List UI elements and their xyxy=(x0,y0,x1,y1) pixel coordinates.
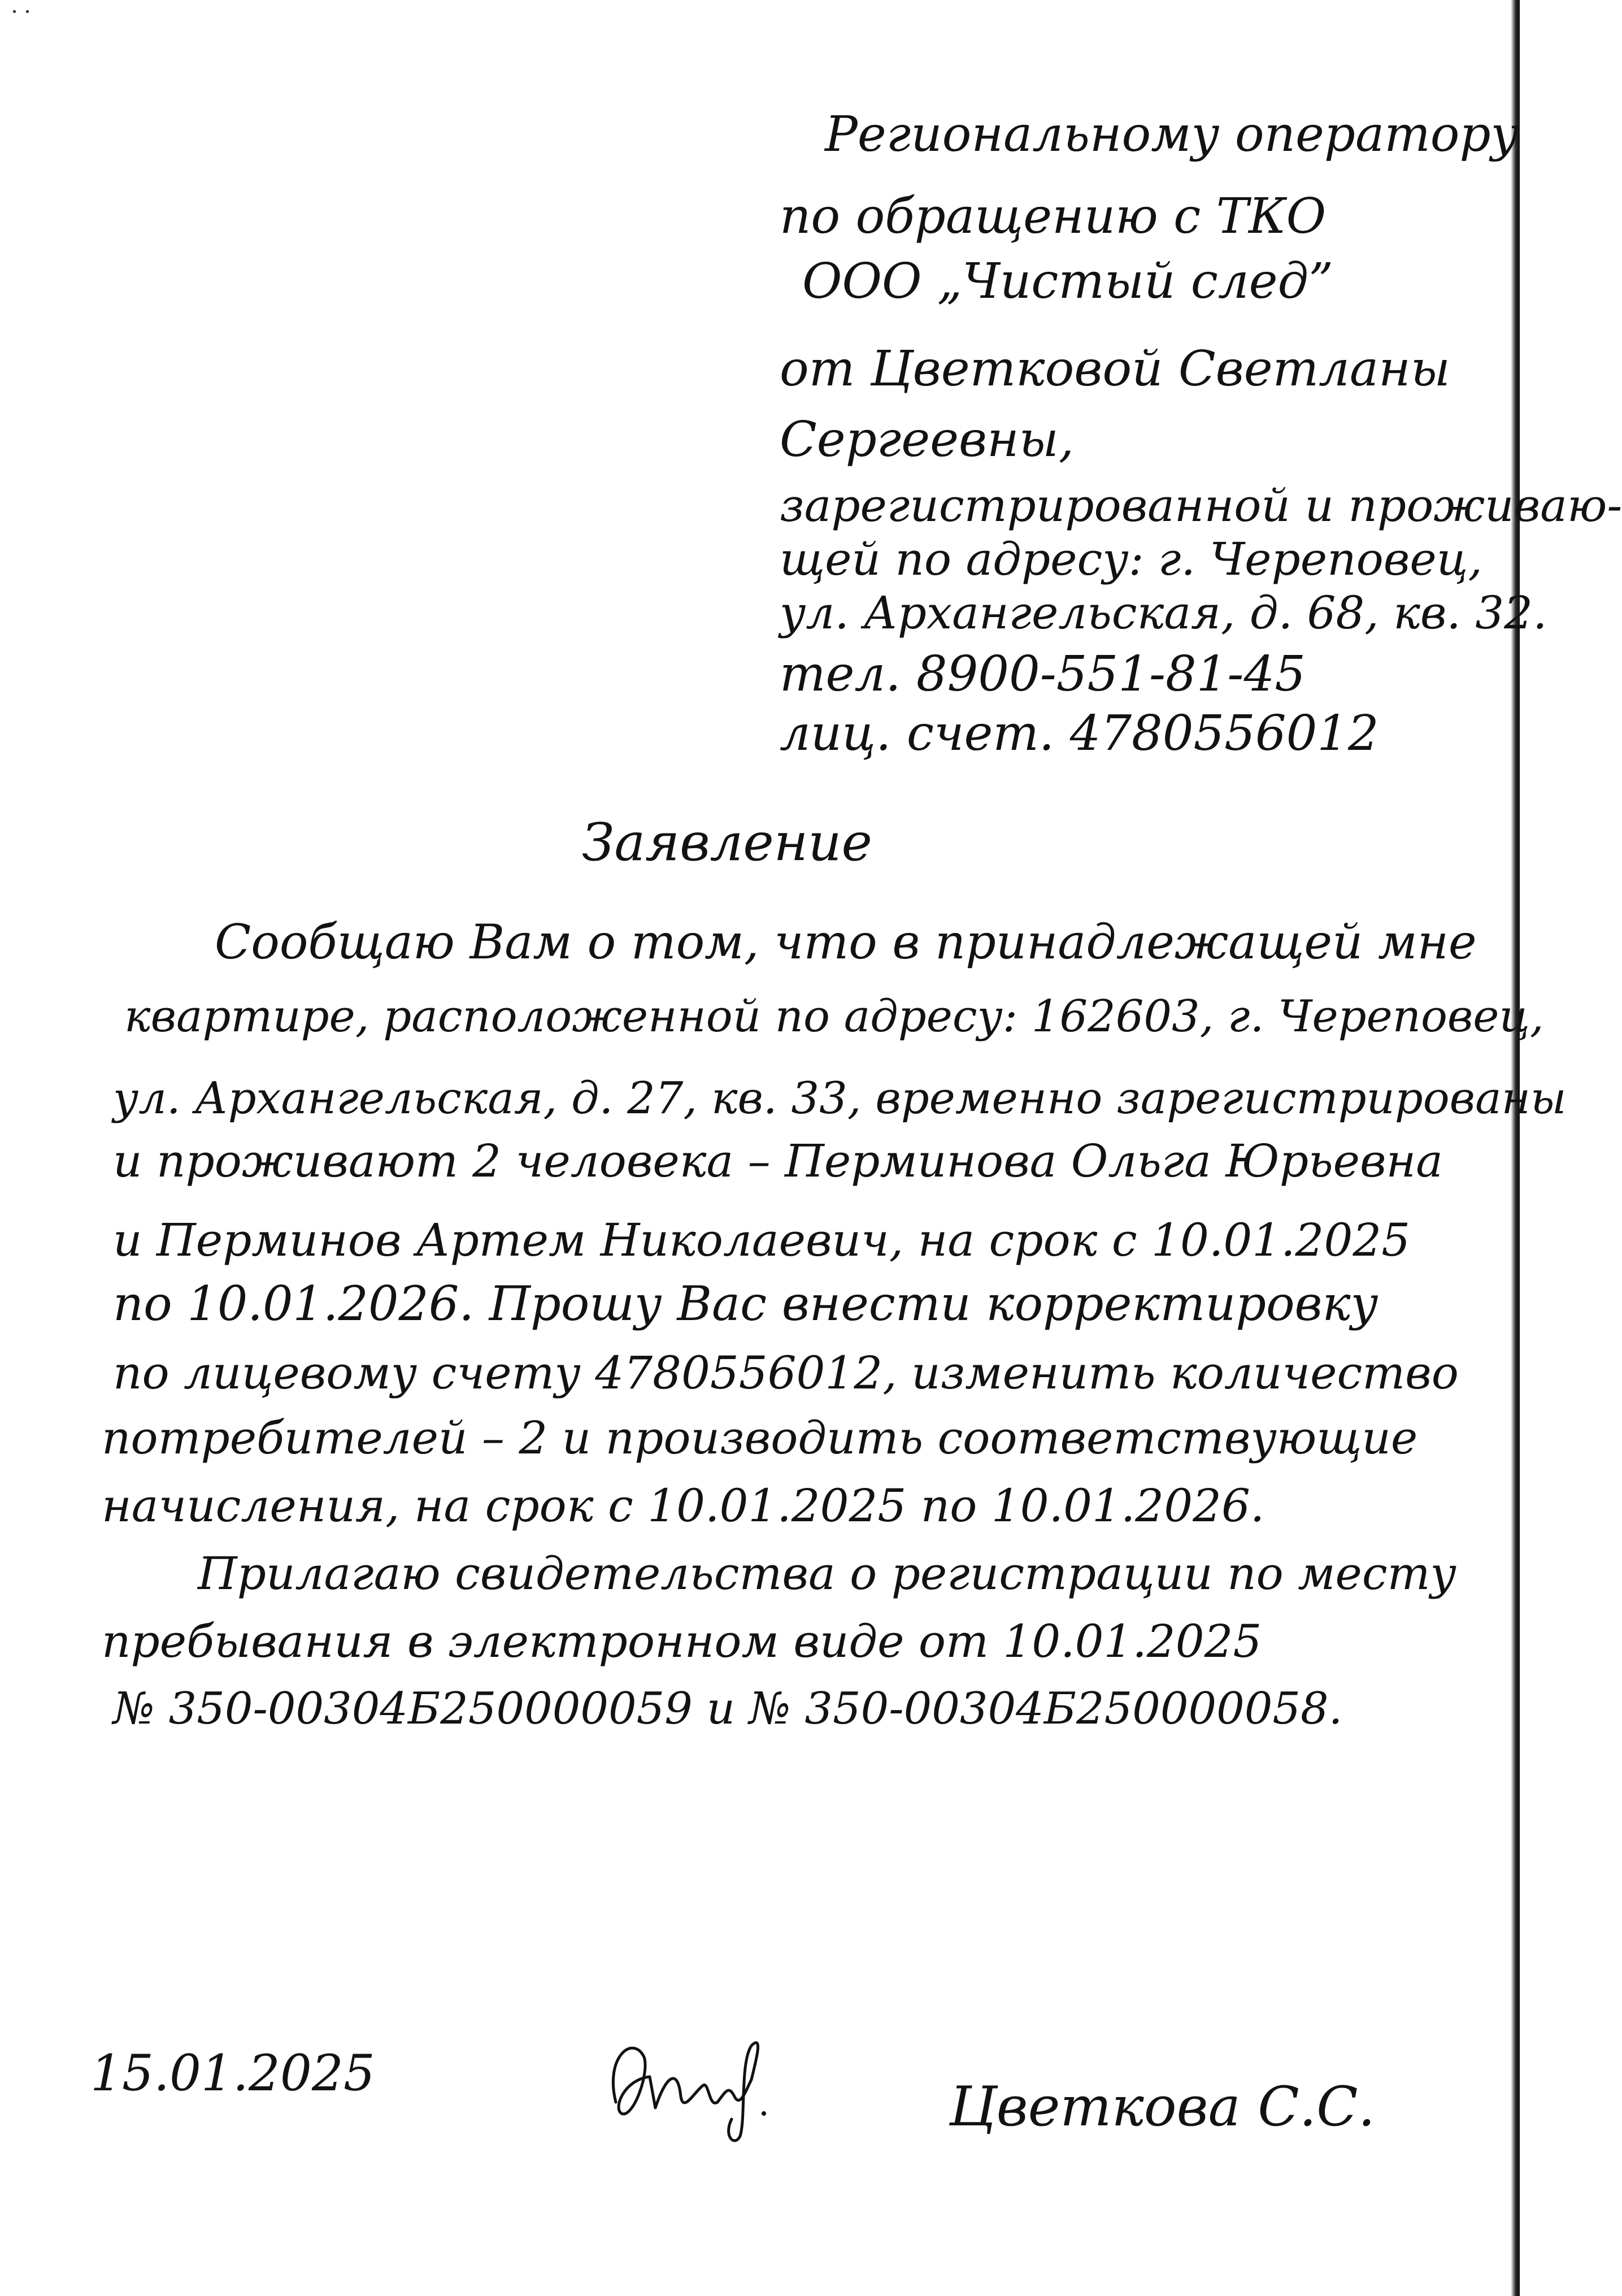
body-line-1: Сообщаю Вам о том, что в принадлежащей мне xyxy=(215,914,1477,970)
body-line-12: № 350-00304Б250000059 и № 350-00304Б250000058. xyxy=(113,1683,1343,1734)
addressee-line-6: зарегистрированной и проживаю- xyxy=(780,479,1622,532)
body-line-3: ул. Архангельская, д. 27, кв. 33, временно зарегистрированы xyxy=(113,1073,1567,1124)
body-line-8: потребителей – 2 и производить соответствующие xyxy=(102,1412,1418,1464)
addressee-line-3: ООО „Чистый след” xyxy=(802,253,1334,310)
addressee-line-4: от Цветковой Светланы xyxy=(780,341,1450,397)
addressee-line-9: тел. 8900-551-81-45 xyxy=(780,646,1306,702)
body-line-4: и проживают 2 человека – Перминова Ольга Юрьевна xyxy=(113,1135,1443,1187)
body-line-5: и Перминов Артем Николаевич, на срок с 10.01.2025 xyxy=(113,1214,1411,1266)
body-line-11: пребывания в электронном виде от 10.01.2025 xyxy=(102,1615,1262,1668)
scan-edge-shadow xyxy=(1511,0,1520,2296)
corner-mark: ˙˙ xyxy=(8,6,34,36)
addressee-line-2: по обращению с ТКО xyxy=(780,188,1327,245)
application-date: 15.01.2025 xyxy=(90,2044,375,2102)
body-line-10: Прилагаю свидетельства о регистрации по месту xyxy=(198,1547,1456,1600)
body-line-7: по лицевому счету 4780556012, изменить количество xyxy=(113,1347,1459,1399)
body-line-6: по 10.01.2026. Прошу Вас внести корректировку xyxy=(113,1276,1379,1331)
document-title: Заявление xyxy=(582,812,872,873)
addressee-line-7: щей по адресу: г. Череповец, xyxy=(780,533,1482,585)
addressee-line-8: ул. Архангельская, д. 68, кв. 32. xyxy=(780,587,1547,639)
body-line-9: начисления, на срок с 10.01.2025 по 10.01.2026. xyxy=(102,1479,1265,1532)
addressee-line-1: Региональному оператору xyxy=(825,106,1519,163)
addressee-line-5: Сергеевны, xyxy=(780,411,1075,468)
signer-name: Цветкова С.С. xyxy=(949,2075,1376,2138)
addressee-line-10: лиц. счет. 4780556012 xyxy=(780,705,1379,762)
body-line-2: квартире, расположенной по адресу: 162603, г. Череповец, xyxy=(124,991,1544,1042)
handwritten-signature xyxy=(582,2023,774,2147)
